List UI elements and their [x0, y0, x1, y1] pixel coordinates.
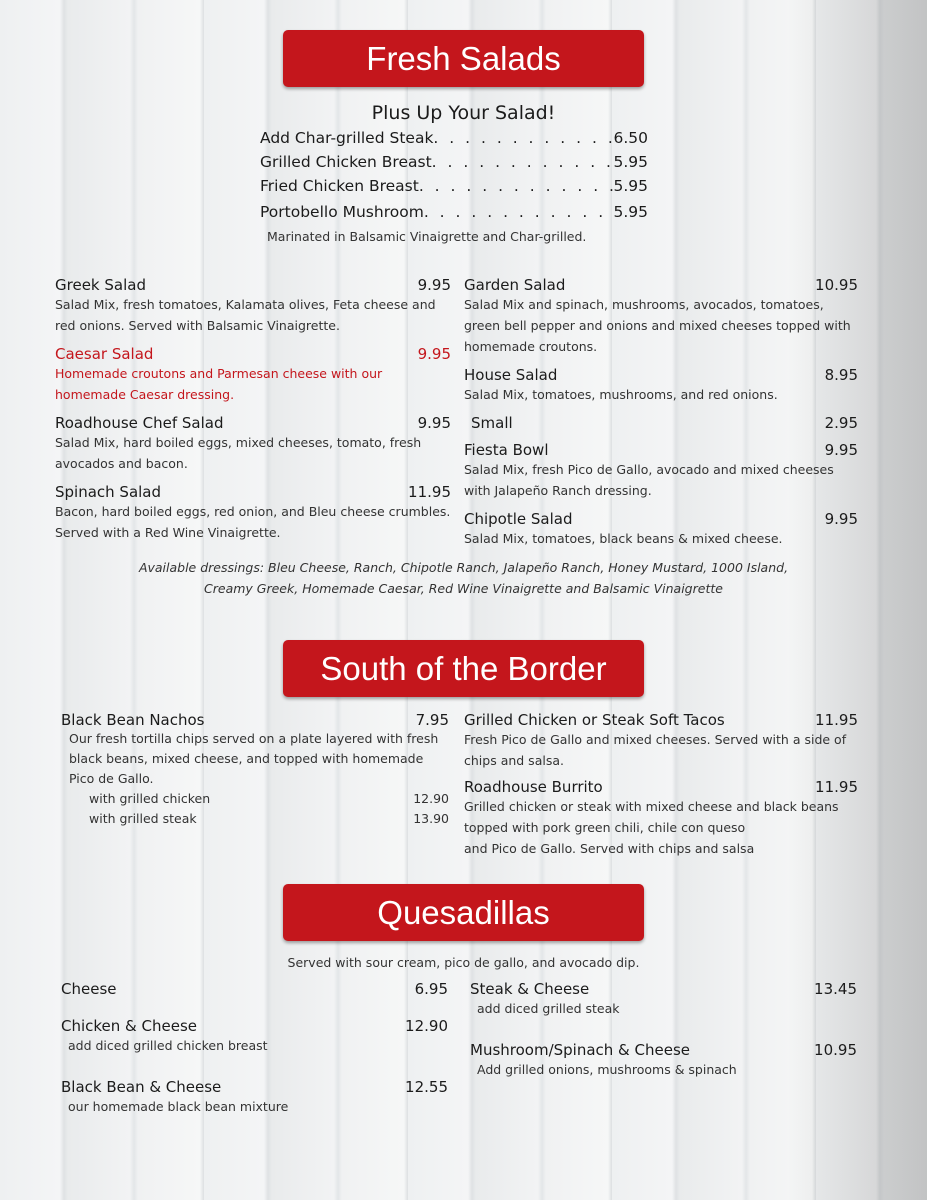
menu-item-fiesta-bowl: Fiesta Bowl 9.95 Salad Mix, fresh Pico de Gallo, avocado and mixed cheeses with Jalapeño Ranch dressing. [464, 441, 858, 498]
menu-item-roadhouse-chef-salad: Roadhouse Chef Salad 9.95 Salad Mix, hard boiled eggs, mixed cheeses, tomato, fresh avocados and bacon. [55, 414, 451, 471]
south-of-border-banner [283, 640, 644, 697]
menu-item-house-salad: House Salad 8.95 Salad Mix, tomatoes, mushrooms, and red onions. [464, 366, 858, 402]
menu-item-caesar-salad: Caesar Salad 9.95 Homemade croutons and Parmesan cheese with our homemade Caesar dressing. [55, 345, 451, 402]
menu-item-steak-cheese-quesadilla: Steak & Cheese 13.45 add diced grilled steak [470, 980, 857, 1016]
menu-item-soft-tacos: Grilled Chicken or Steak Soft Tacos 11.95 Fresh Pico de Gallo and mixed cheeses. Served with a side of chips and salsa. [464, 711, 858, 768]
plus-up-item: Portobello Mushroom . . . 5.95 [260, 203, 648, 225]
plus-up-note: Marinated in Balsamic Vinaigrette and Char-grilled. [267, 229, 587, 244]
quesadillas-note: Served with sour cream, pico de gallo, and avocado dip. [287, 955, 640, 970]
menu-item-mushroom-spinach-quesadilla: Mushroom/Spinach & Cheese 10.95 Add grilled onions, mushrooms & spinach [470, 1041, 857, 1077]
menu-item-garden-salad: Garden Salad 10.95 Salad Mix and spinach, mushrooms, avocados, tomatoes, green bell pepper and onions and mixed cheeses topped with homemade croutons. [464, 276, 858, 354]
menu-item-roadhouse-burrito: Roadhouse Burrito 11.95 Grilled chicken or steak with mixed cheese and black beans topped with pork green chili, chile con queso and Pico de Gallo. Served with chips and salsa [464, 778, 858, 856]
menu-item-chipotle-salad: Chipotle Salad 9.95 Salad Mix, tomatoes, black beans & mixed cheese. [464, 510, 858, 546]
section-title: Quesadillas [377, 893, 550, 931]
menu-item-greek-salad: Greek Salad 9.95 Salad Mix, fresh tomatoes, Kalamata olives, Feta cheese and red onions. Served with Balsamic Vinaigrette. [55, 276, 451, 333]
dressings-line-2: Creamy Greek, Homemade Caesar, Red Wine Vinaigrette and Balsamic Vinaigrette [204, 581, 723, 596]
plus-up-list [260, 129, 648, 225]
menu-item-house-salad-small: Small 2.95 [471, 414, 858, 432]
plus-up-item: Fried Chicken Breast . . . 5.95 [260, 177, 648, 203]
section-title: Fresh Salads [366, 39, 561, 77]
dressings-line-1: Available dressings: Bleu Cheese, Ranch, Chipotle Ranch, Jalapeño Ranch, Honey Mustard, 1000 Island, [138, 560, 789, 575]
menu-item-cheese-quesadilla: Cheese 6.95 [61, 980, 448, 998]
plus-up-item: Grilled Chicken Breast . . . 5.95 [260, 153, 648, 177]
quesadillas-banner [283, 884, 644, 941]
menu-item-black-bean-nachos: Black Bean Nachos 7.95 Our fresh tortilla chips served on a plate layered with fresh black beans, mixed cheese, and topped with homemade Pico de Gallo. with grilled chicken 12.90 with grilled steak 13.90 [61, 711, 449, 829]
plus-up-title: Plus Up Your Salad! [371, 102, 556, 124]
menu-item-black-bean-cheese-quesadilla: Black Bean & Cheese 12.55 our homemade black bean mixture [61, 1078, 448, 1114]
nachos-option-chicken: with grilled chicken 12.90 [89, 791, 449, 806]
nachos-option-steak: with grilled steak 13.90 [89, 811, 449, 826]
fresh-salads-banner [283, 30, 644, 87]
plus-up-item: Add Char-grilled Steak . . . 6.50 [260, 129, 648, 153]
menu-item-spinach-salad: Spinach Salad 11.95 Bacon, hard boiled eggs, red onion, and Bleu cheese crumbles. Served with a Red Wine Vinaigrette. [55, 483, 451, 540]
section-title: South of the Border [320, 649, 607, 687]
menu-item-chicken-cheese-quesadilla: Chicken & Cheese 12.90 add diced grilled chicken breast [61, 1017, 448, 1053]
